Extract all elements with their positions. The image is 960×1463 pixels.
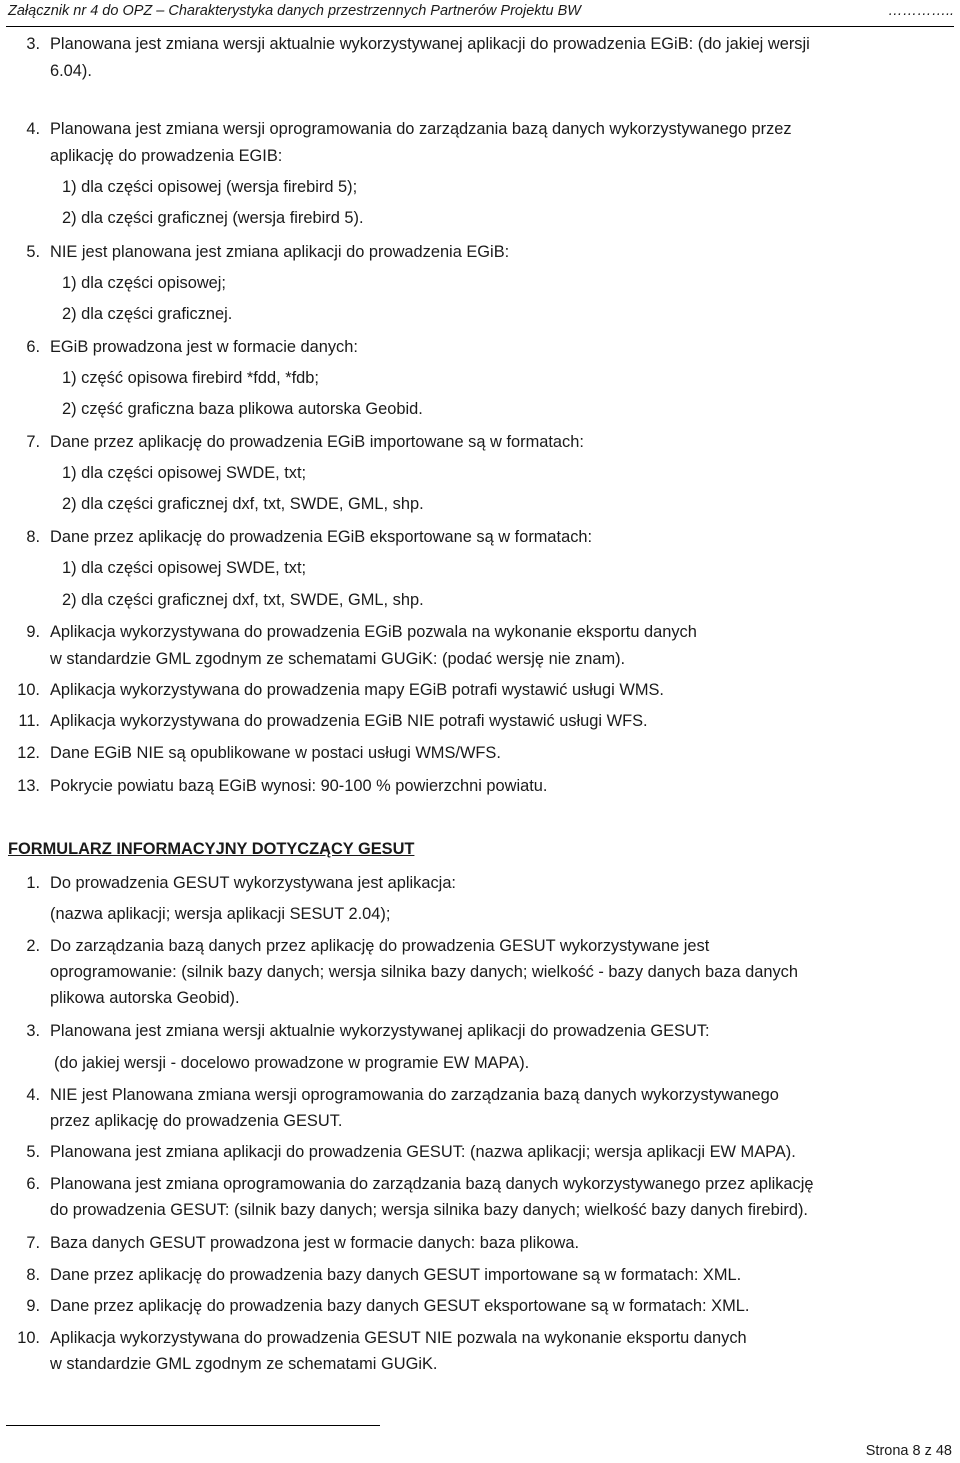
sub-item: 1) dla części opisowej (wersja firebird 5); [62, 178, 358, 196]
sub-item: 1) dla części opisowej SWDE, txt; [62, 559, 307, 577]
sub-item: 2) dla części graficznej dxf, txt, SWDE, GML, shp. [62, 495, 424, 513]
list-item-continuation: (nazwa aplikacji; wersja aplikacji SESUT 2.04); [50, 905, 391, 923]
header-trail: ………….. [887, 3, 954, 19]
sub-item: 2) dla części graficznej (wersja firebird 5). [62, 209, 364, 227]
header-title: Załącznik nr 4 do OPZ – Charakterystyka danych przestrzennych Partnerów Projektu BW [8, 3, 581, 19]
list-item-continuation: plikowa autorska Geobid). [50, 989, 240, 1007]
sub-item: 1) dla części opisowej SWDE, txt; [62, 464, 307, 482]
page-number: Strona 8 z 48 [865, 1443, 952, 1459]
list-item-continuation: 6.04). [50, 62, 92, 80]
sub-item: 2) część graficzna baza plikowa autorska Geobid. [62, 400, 423, 418]
sub-item: 2) dla części graficznej. [62, 305, 233, 323]
page-header [6, 0, 954, 27]
list-item-continuation: aplikację do prowadzenia EGIB: [50, 147, 283, 165]
sub-item: 1) część opisowa firebird *fdd, *fdb; [62, 369, 319, 387]
sub-item: 1) dla części opisowej; [62, 274, 226, 292]
footer-divider [6, 1425, 380, 1426]
list-item-continuation: przez aplikację do prowadzenia GESUT. [50, 1112, 343, 1130]
list-item-continuation: oprogramowanie: (silnik bazy danych; wersja silnika bazy danych; wielkość - bazy danych baza danych [50, 963, 798, 981]
list-item-continuation: w standardzie GML zgodnym ze schematami GUGiK: (podać wersję nie znam). [50, 650, 626, 668]
list-item-continuation: w standardzie GML zgodnym ze schematami GUGiK. [50, 1355, 438, 1373]
list-item-continuation: do prowadzenia GESUT: (silnik bazy danych; wersja silnika bazy danych; wielkość bazy danych firebird). [50, 1201, 808, 1219]
list-item-continuation: (do jakiej wersji - docelowo prowadzone w programie EW MAPA). [54, 1054, 530, 1072]
section-title: FORMULARZ INFORMACYJNY DOTYCZĄCY GESUT [8, 840, 415, 858]
sub-item: 2) dla części graficznej dxf, txt, SWDE, GML, shp. [62, 591, 424, 609]
